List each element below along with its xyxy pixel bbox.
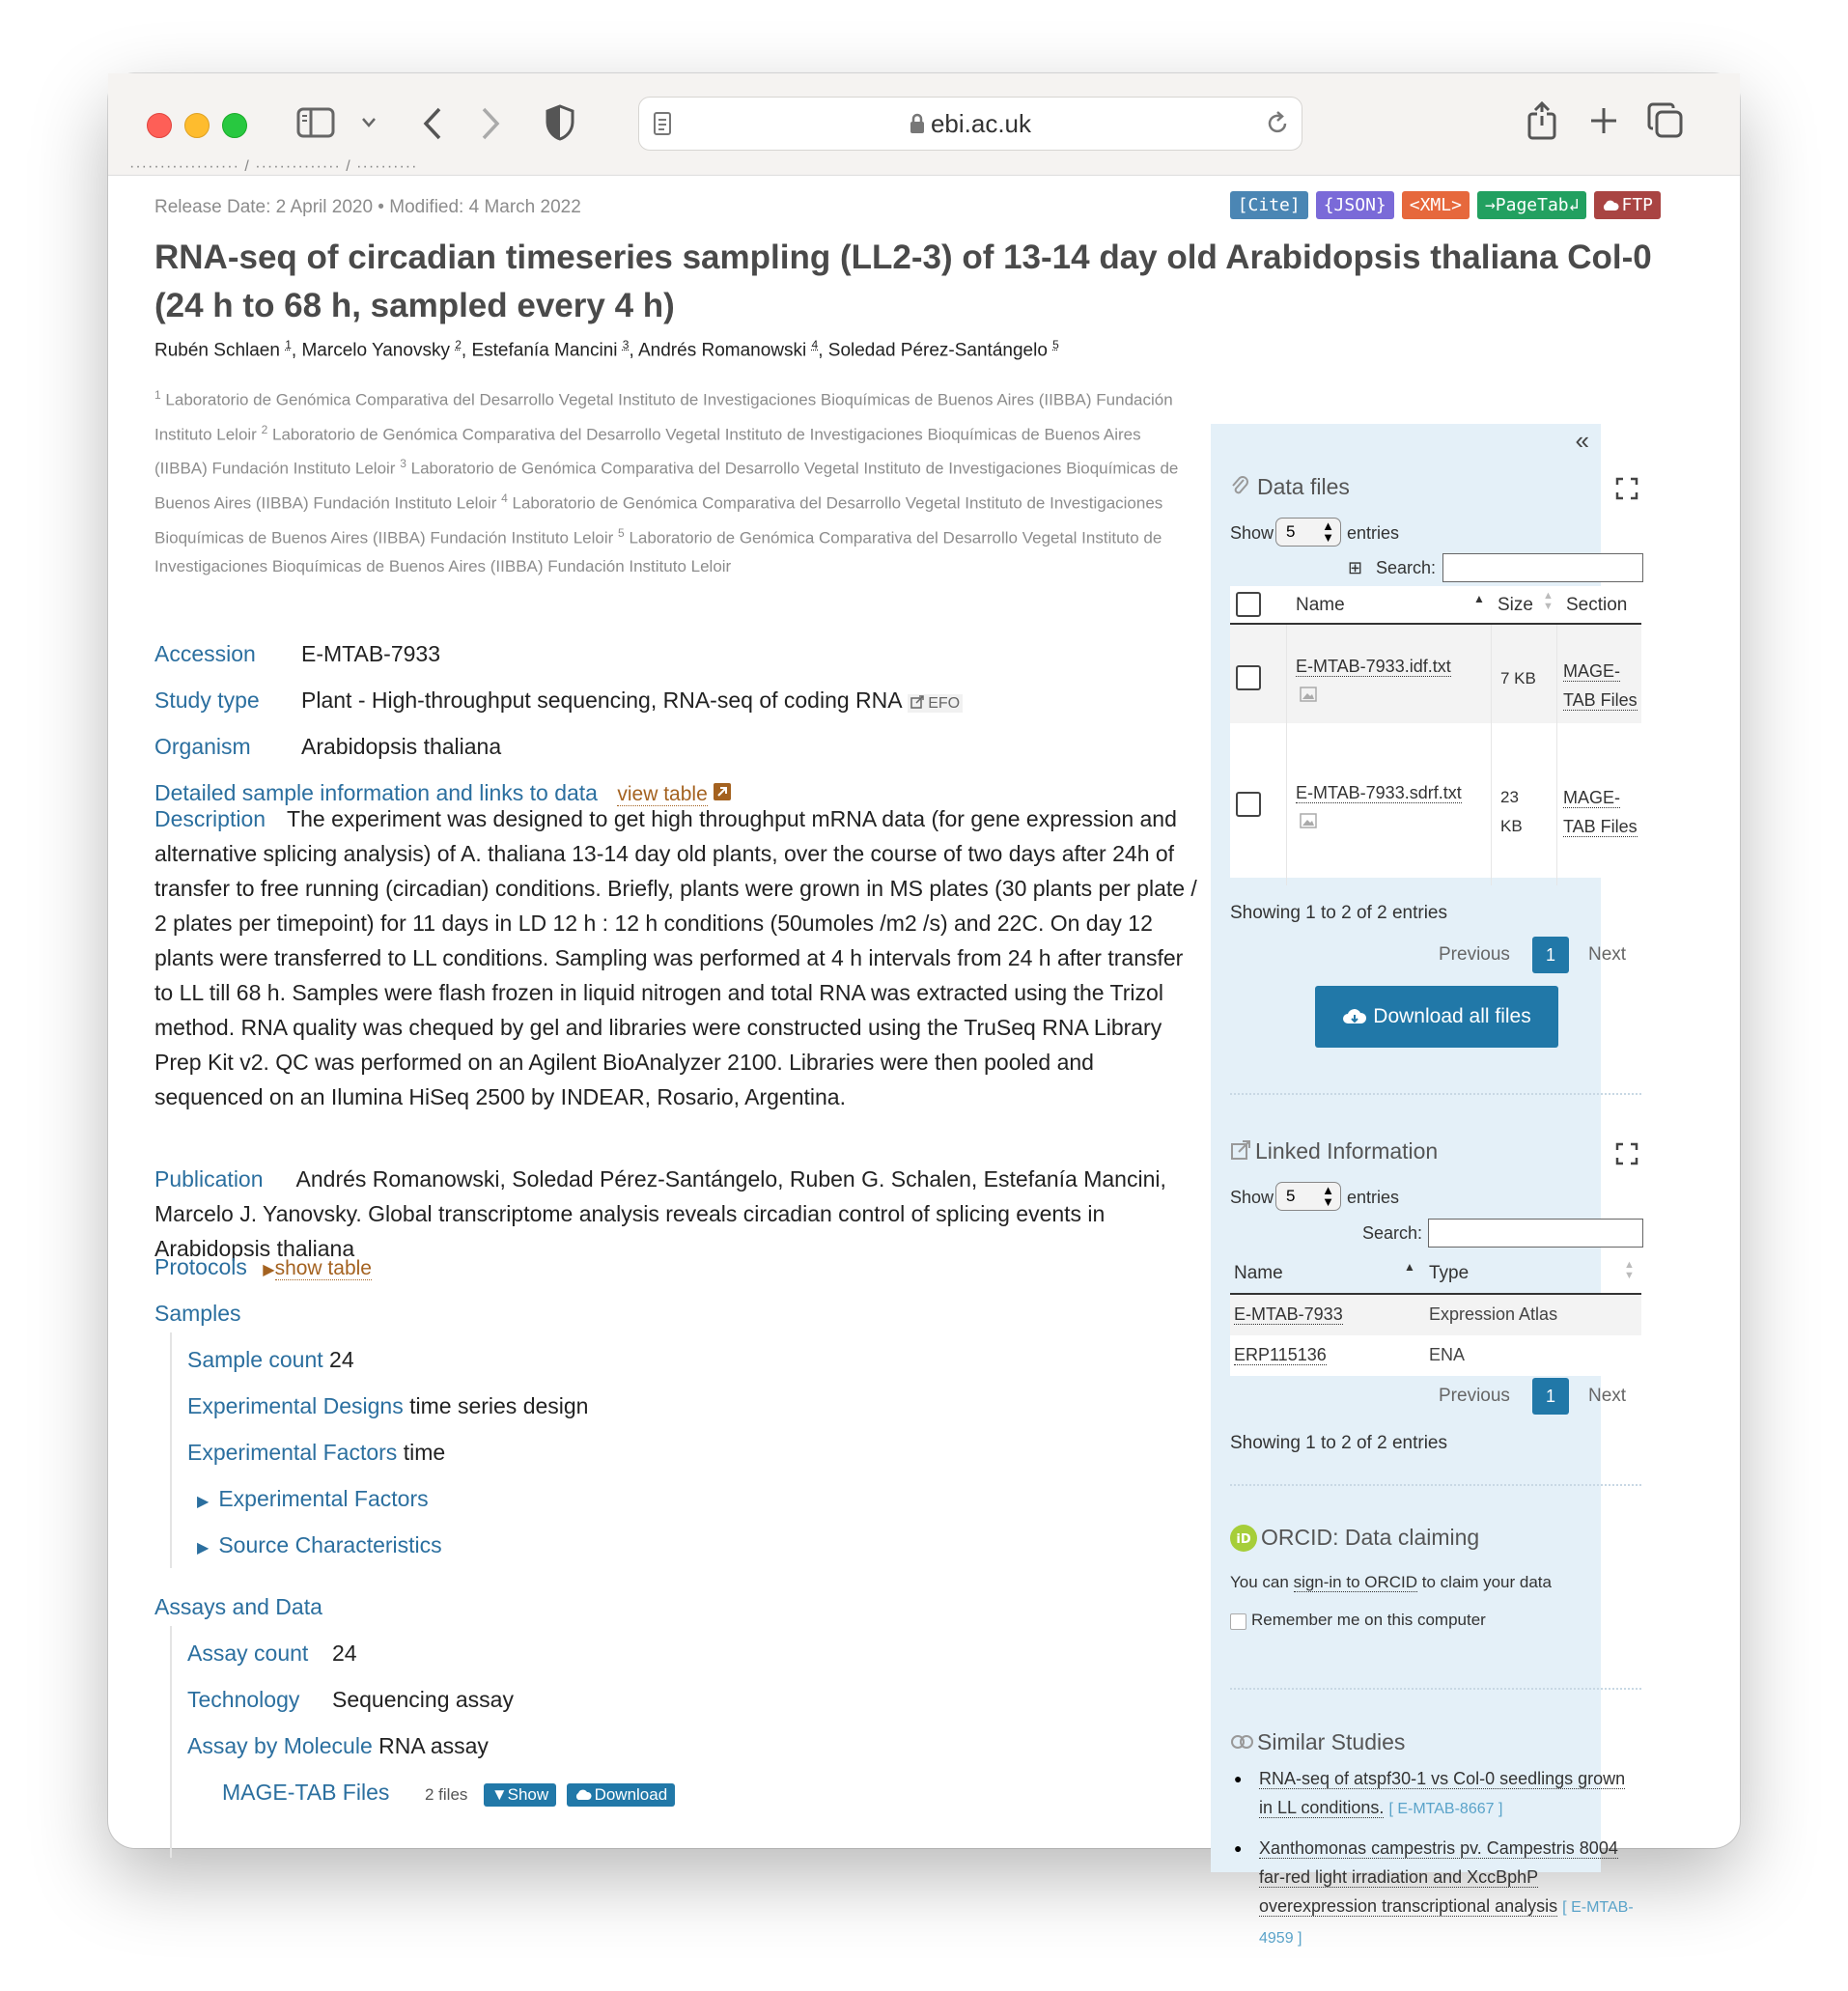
pagetab-badge[interactable]: →PageTab↲ [1477, 191, 1587, 219]
linked-name-link[interactable]: E-MTAB-7933 [1234, 1304, 1343, 1324]
browser-window [108, 73, 1740, 1947]
page-1-button[interactable]: 1 [1532, 937, 1569, 973]
entries-select-value: 5 [1286, 522, 1296, 541]
similar-study-accession[interactable]: [ E-MTAB-8667 ] [1388, 1801, 1503, 1817]
sample-count-value: 24 [329, 1347, 354, 1372]
affil-number: 1 [154, 388, 161, 402]
caret-right-icon: ▶ [197, 1494, 210, 1510]
back-icon[interactable] [422, 106, 443, 141]
source-char-toggle-label: Source Characteristics [218, 1532, 442, 1557]
entries-select[interactable] [1275, 518, 1341, 547]
download-all-label: Download all files [1373, 1005, 1531, 1027]
section-link[interactable]: MAGE-TAB Files [1563, 661, 1638, 710]
previous-page-button[interactable]: Previous [1439, 944, 1510, 965]
row-checkbox[interactable] [1236, 665, 1261, 690]
sample-count-label: Sample count [187, 1347, 323, 1372]
exp-factors-toggle[interactable] [197, 1486, 429, 1512]
author[interactable]: Marcelo Yanovsky [301, 340, 450, 361]
affil-ref[interactable]: 3 [622, 338, 630, 351]
protocols-row [154, 1254, 372, 1280]
col-section[interactable]: Section [1566, 595, 1628, 615]
external-link-icon [910, 695, 924, 709]
next-page-button[interactable]: Next [1588, 1386, 1627, 1406]
data-files-search-input[interactable] [1442, 553, 1643, 582]
search-label: Search: [1362, 1223, 1423, 1243]
technology-row [187, 1687, 514, 1713]
ftp-label: FTP [1621, 195, 1653, 215]
orcid-icon [1230, 1525, 1257, 1552]
linked-info-search-input[interactable] [1428, 1219, 1643, 1248]
protocols-label: Protocols [154, 1254, 247, 1279]
sort-asc-icon[interactable]: ▲ [1473, 592, 1485, 605]
study-type-value: Plant - High-throughput sequencing, RNA-seq of coding RNA [301, 687, 902, 713]
assays-heading [154, 1594, 322, 1620]
bullet: ● [1234, 1840, 1243, 1856]
external-link-icon [1230, 1139, 1251, 1161]
assay-molecule-row [187, 1733, 489, 1759]
organism-label: Organism [154, 734, 251, 759]
study-type-label: Study type [154, 687, 260, 713]
select-arrows-icon: ▲ ▼ [1322, 519, 1334, 545]
description-label: Description [154, 806, 266, 831]
sidebar-toggle-icon[interactable] [296, 106, 335, 139]
samples-label: Samples [154, 1301, 241, 1326]
show-table-link[interactable]: show table [274, 1257, 372, 1279]
assays-label: Assays and Data [154, 1594, 322, 1619]
organism-value: Arabidopsis thaliana [301, 734, 502, 759]
url-text: ebi.ac.uk [930, 109, 1032, 138]
share-icon[interactable] [1526, 100, 1558, 141]
table-row [1230, 1335, 1641, 1376]
exp-factors-row [187, 1440, 445, 1466]
linked-type: Expression Atlas [1429, 1304, 1558, 1324]
sample-count-row [187, 1347, 354, 1373]
page-title: RNA-seq of circadian timeseries sampling (LL2-3) of 13-14 day old Arabidopsis thaliana Col-0 (24 h to 68 h, sampled every 4 h) [154, 238, 1652, 324]
cite-badge[interactable]: [Cite] [1230, 191, 1308, 219]
exp-designs-label: Experimental Designs [187, 1393, 404, 1418]
author-list: Rubén Schlaen $^1$, Marcelo Yanovsky $^2$, Estefanía Mancini $^3$, Andrés Romanowski $^4$, Soledad Pérez-Santángelo $^5$ [154, 338, 1059, 361]
assay-count-row [187, 1640, 357, 1667]
exp-factors-value: time [403, 1440, 446, 1465]
organism-row [154, 734, 501, 760]
entries-select[interactable] [1275, 1182, 1341, 1211]
json-badge[interactable]: {JSON} [1316, 191, 1394, 219]
affil-number: 5 [618, 525, 625, 540]
lock-icon [910, 113, 925, 134]
file-size: 7 KB [1500, 669, 1536, 687]
source-char-toggle[interactable] [197, 1532, 442, 1558]
publication-text: Andrés Romanowski, Soledad Pérez-Santángelo, Ruben G. Schalen, Estefanía Mancini, Marcelo J. Yanovsky. Global transcriptome analysis reveals circadian control of splicing events in Arabidopsis thaliana [154, 1166, 1166, 1261]
expand-toggle-icon[interactable]: ⊞ [1348, 558, 1363, 577]
entries-label: entries [1347, 1188, 1400, 1207]
minimize-window-button[interactable] [184, 113, 210, 138]
table-row [1230, 1295, 1641, 1335]
caret-right-icon: ▶ [263, 1262, 275, 1278]
file-link[interactable]: E-MTAB-7933.idf.txt [1296, 657, 1451, 676]
accession-label: Accession [154, 641, 256, 666]
close-window-button[interactable] [147, 113, 172, 138]
author[interactable]: Rubén Schlaen [154, 340, 280, 361]
section-separator [1230, 1484, 1641, 1486]
column-divider [1286, 625, 1287, 885]
next-page-button[interactable]: Next [1588, 944, 1627, 965]
linked-info-showing: Showing 1 to 2 of 2 entries [1230, 1433, 1447, 1453]
orcid-title: ORCID: Data claiming [1261, 1525, 1480, 1550]
column-divider [1491, 625, 1492, 885]
section-link[interactable]: MAGE-TAB Files [1563, 788, 1638, 836]
page-content [108, 158, 1740, 1947]
affil-ref[interactable]: 4 [811, 338, 819, 351]
sort-icon[interactable]: ▲ ▼ [1543, 590, 1554, 612]
privacy-shield-icon[interactable] [546, 104, 574, 141]
remember-label: Remember me on this computer [1251, 1611, 1486, 1629]
publication-label: Publication [154, 1166, 264, 1192]
previous-page-button[interactable]: Previous [1439, 1386, 1510, 1406]
tab-overview-icon[interactable] [1647, 102, 1684, 139]
image-preview-icon[interactable] [1300, 813, 1317, 828]
description-block [154, 801, 1207, 1114]
assays-divider [170, 1626, 172, 1858]
affiliation: Laboratorio de Genómica Comparativa del Desarrollo Vegetal Instituto de Investigaciones Bioquímicas de Buenos Aires (IIBBA) Fundación Instituto Leloir [154, 390, 1173, 444]
description-text: The experiment was designed to get high throughput mRNA data (for gene expression and alternative splicing analysis) of A. thaliana 13-14 day old plants, over the course of two days after 24h of transfer to free running (circadian) conditions. Briefly, plants were grown in MS plates (30 plants per plate / 2 plates per timepoint) for 11 days in LD 12 h : 12 h conditions (50umoles /m2 /s) and 22C. On day 12 plants were transferred to LL conditions. Sampling was performed at 4 h intervals from 24 h after transfer to LL till 68 h. Samples were flash frozen in liquid nitrogen and total RNA was extracted using the Trizol method. RNA quality was chequed by gel and libraries were constructed using the TruSeq RNA Library Prep Kit v2. QC was performed on an Agilent BioAnalyzer 2100. Libraries were then pooled and sequenced on an Ilumina HiSeq 2500 by INDEAR, Rosario, Argentina. [154, 806, 1197, 1109]
affil-ref[interactable]: 1 [285, 338, 292, 351]
image-preview-icon[interactable] [1300, 687, 1317, 702]
maximize-window-button[interactable] [222, 113, 247, 138]
data-files-showing: Showing 1 to 2 of 2 entries [1230, 903, 1447, 923]
affil-ref[interactable]: 5 [1052, 338, 1059, 351]
collapse-sidebar-icon[interactable]: « [1575, 426, 1589, 455]
affil-number: 2 [261, 422, 268, 436]
caret-right-icon: ▶ [197, 1540, 210, 1556]
svg-text:iD: iD [1236, 1532, 1251, 1547]
affiliation: Laboratorio de Genómica Comparativa del Desarrollo Vegetal Instituto de Investigaciones Bioquímicas de Buenos Aires (IIBBA) Fundación Instituto Leloir [154, 493, 1163, 547]
orcid-text [1230, 1573, 1552, 1592]
file-size: 23 KB [1500, 788, 1523, 835]
col-name[interactable]: Name [1296, 595, 1345, 615]
remember-checkbox[interactable] [1230, 1613, 1246, 1630]
sort-icon[interactable]: ▲ ▼ [1624, 1259, 1635, 1281]
affil-number: 3 [400, 457, 406, 471]
ftp-badge[interactable] [1594, 191, 1661, 219]
efo-link[interactable] [908, 694, 963, 713]
affiliation: Laboratorio de Genómica Comparativa del Desarrollo Vegetal Instituto de Investigaciones Bioquímicas de Buenos Aires (IIBBA) Fundación Instituto Leloir [154, 425, 1141, 478]
reload-icon[interactable] [1265, 110, 1290, 137]
affiliation: Laboratorio de Genómica Comparativa del Desarrollo Vegetal Instituto de Investigaciones Bioquímicas de Buenos Aires (IIBBA) Fundación Instituto Leloir [154, 528, 1162, 576]
magetab-row [222, 1780, 675, 1807]
author[interactable]: Estefanía Mancini [471, 340, 618, 361]
orcid-sign-in-link[interactable]: sign-in to ORCID [1293, 1573, 1418, 1591]
col-type[interactable]: Type [1429, 1263, 1470, 1283]
assay-count-value: 24 [332, 1640, 357, 1666]
show-files-label: Show [507, 1785, 549, 1804]
linked-info-title: Linked Information [1255, 1138, 1439, 1164]
similar-study-link[interactable]: Xanthomonas campestris pv. Campestris 8004 far-red light irradiation and XccBphP overexpression transcriptional analysis [1259, 1838, 1618, 1916]
section-separator [1230, 1688, 1641, 1690]
row-checkbox[interactable] [1236, 792, 1261, 817]
show-files-button[interactable] [484, 1783, 556, 1807]
assay-molecule-label: Assay by Molecule [187, 1733, 373, 1758]
technology-value: Sequencing assay [332, 1687, 514, 1712]
select-all-checkbox[interactable] [1236, 592, 1261, 617]
expand-icon[interactable] [1616, 1143, 1638, 1164]
search-label: Search: [1376, 558, 1437, 577]
similar-studies-title: Similar Studies [1257, 1729, 1406, 1754]
view-table-link[interactable]: view table [617, 783, 708, 805]
similar-study-item [1259, 1834, 1636, 1953]
exp-designs-row [187, 1393, 588, 1419]
assay-count-label: Assay count [187, 1640, 309, 1666]
data-files-table [1230, 586, 1641, 878]
samples-divider [170, 1332, 172, 1568]
col-name[interactable]: Name [1234, 1263, 1283, 1283]
affiliation: Laboratorio de Genómica Comparativa del Desarrollo Vegetal Instituto de Investigaciones Bioquímicas de Buenos Aires (IIBBA) Fundación Instituto Leloir [154, 459, 1179, 513]
format-badges [1230, 191, 1661, 219]
file-link[interactable]: E-MTAB-7933.sdrf.txt [1296, 783, 1462, 802]
detailed-sample-label: Detailed sample information and links to data [154, 780, 598, 805]
author[interactable]: Andrés Romanowski [638, 340, 807, 361]
entries-label: entries [1347, 523, 1400, 543]
new-tab-icon[interactable] [1588, 105, 1619, 136]
exp-designs-value: time series design [409, 1393, 589, 1418]
release-modified-meta: Release Date: 2 April 2020 • Modified: 4 March 2022 [154, 197, 581, 217]
exp-factors-label: Experimental Factors [187, 1440, 398, 1465]
page-1-button[interactable]: 1 [1532, 1378, 1569, 1415]
sort-asc-icon[interactable]: ▲ [1404, 1260, 1415, 1274]
linked-name-link[interactable]: ERP115136 [1234, 1345, 1327, 1364]
samples-heading [154, 1301, 240, 1327]
cloud-icon [1602, 199, 1619, 211]
entries-select-value: 5 [1286, 1187, 1296, 1205]
efo-label: EFO [928, 695, 961, 712]
section-separator [1230, 1093, 1641, 1095]
similar-study-item [1259, 1764, 1636, 1824]
similar-studies-icon [1230, 1734, 1255, 1750]
select-arrows-icon: ▲ ▼ [1322, 1183, 1334, 1209]
affiliations [154, 380, 1197, 581]
open-link-icon[interactable] [714, 783, 731, 800]
technology-label: Technology [187, 1687, 300, 1712]
show-label: Show [1230, 523, 1274, 543]
exp-factors-toggle-label: Experimental Factors [218, 1486, 429, 1511]
similar-study-link[interactable]: RNA-seq of atspf30-1 vs Col-0 seedlings grown in LL conditions. [1259, 1769, 1626, 1817]
right-sidebar [1211, 424, 1638, 1947]
accession-row [154, 641, 440, 667]
cloud-download-icon [1342, 1007, 1367, 1024]
col-size[interactable]: Size [1498, 595, 1533, 615]
column-divider [1556, 625, 1557, 885]
xml-badge[interactable]: <XML> [1402, 191, 1470, 219]
bullet: ● [1234, 1771, 1243, 1786]
author[interactable]: Soledad Pérez-Santángelo [827, 340, 1048, 361]
affil-number: 4 [501, 491, 508, 505]
paperclip-icon [1230, 474, 1249, 499]
forward-icon[interactable] [480, 106, 501, 141]
expand-icon[interactable] [1616, 478, 1638, 499]
download-files-button[interactable] [567, 1783, 676, 1807]
accession-value: E-MTAB-7933 [301, 641, 441, 666]
magetab-label: MAGE-TAB Files [222, 1780, 390, 1805]
cloud-download-icon [574, 1788, 592, 1801]
address-bar[interactable] [638, 97, 1302, 151]
linked-type: ENA [1429, 1345, 1466, 1364]
linked-table-header [1230, 1252, 1641, 1295]
chevron-down-icon[interactable] [361, 117, 377, 128]
study-type-row [154, 687, 963, 714]
show-label: Show [1230, 1188, 1274, 1207]
filter-icon: ▼ [490, 1785, 508, 1804]
url-display [639, 109, 1302, 139]
similar-study-accession[interactable]: [ E-MTAB-4959 ] [1259, 1899, 1634, 1947]
orcid-text-after: to claim your data [1421, 1573, 1552, 1591]
affil-ref[interactable]: 2 [455, 338, 462, 351]
assay-molecule-value: RNA assay [378, 1733, 489, 1758]
magetab-count: 2 files [425, 1785, 468, 1804]
download-all-files-button[interactable] [1315, 986, 1558, 1048]
orcid-text-before: You can [1230, 1573, 1289, 1591]
publication-block [154, 1162, 1207, 1266]
breadcrumb-cut: ·················· / ·············· / ·········· [129, 158, 418, 175]
download-files-label: Download [594, 1785, 668, 1804]
data-files-title: Data files [1257, 474, 1350, 499]
